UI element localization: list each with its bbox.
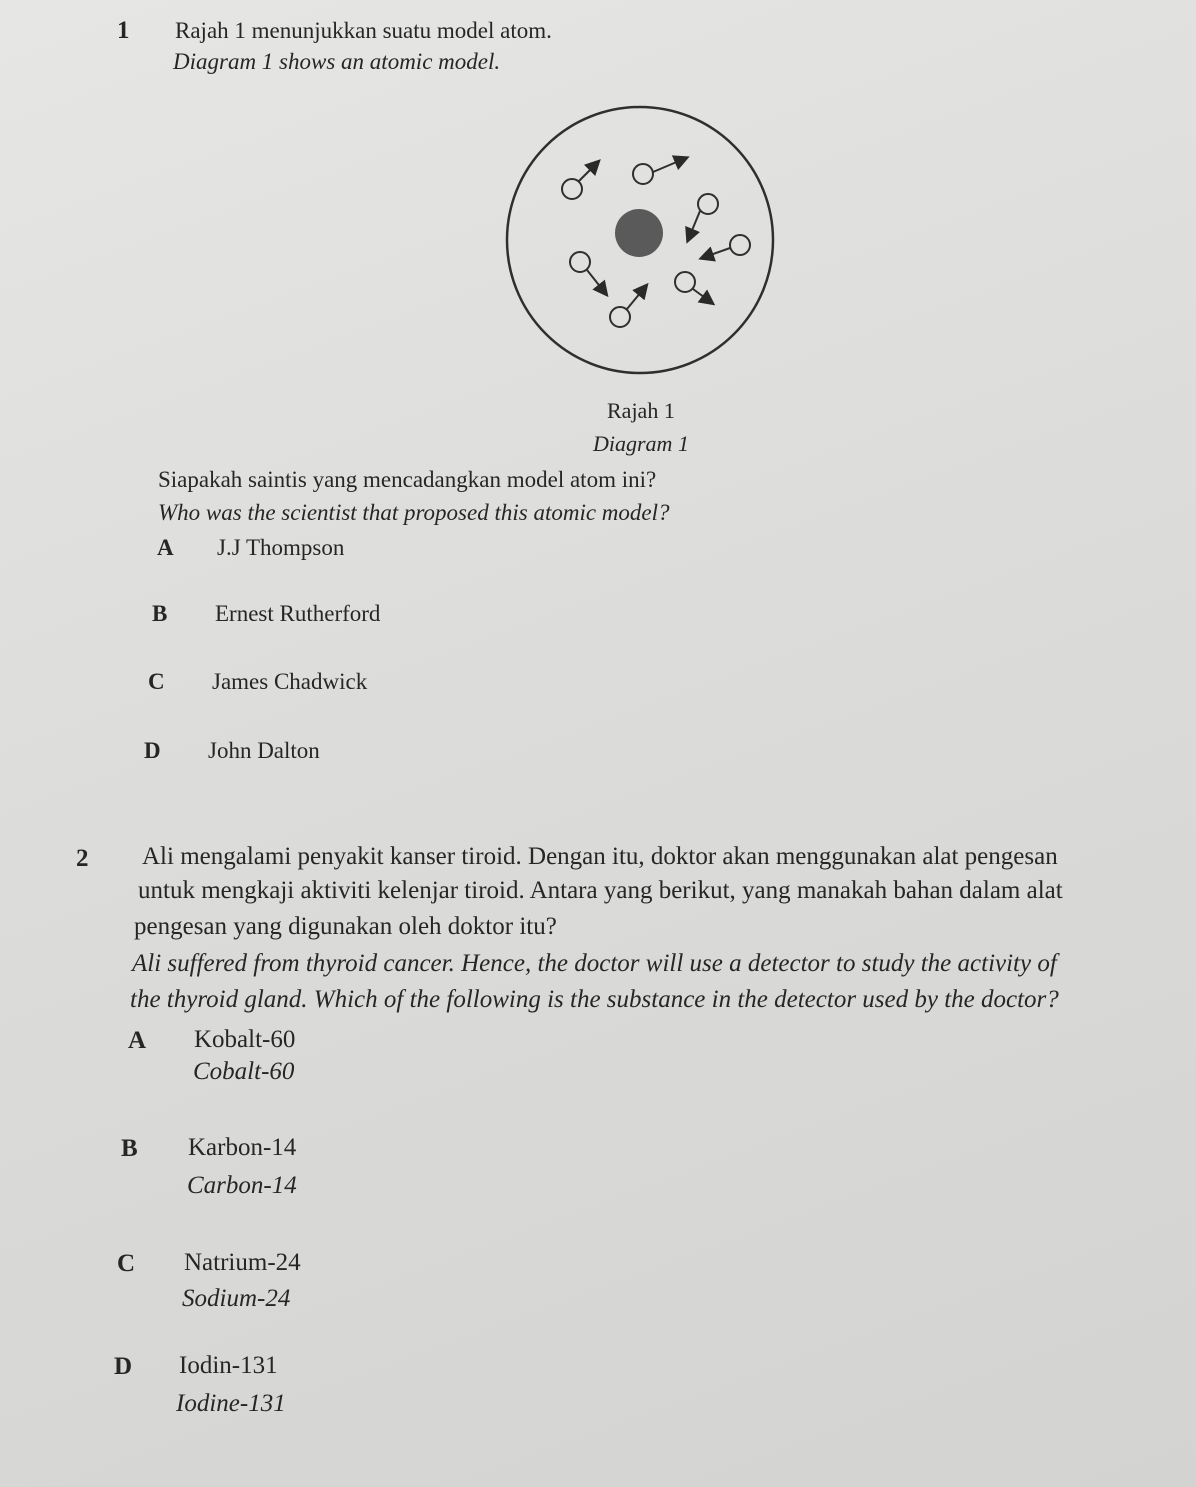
electron — [698, 194, 718, 214]
question-2-line-2-english: the thyroid gland. Which of the following is the substance in the detector used by the doctor? — [130, 986, 1059, 1013]
q2-option-a-text-english: Cobalt-60 — [193, 1058, 295, 1085]
q1-option-a-text: J.J Thompson — [217, 535, 345, 560]
question-2-line-1-malay: Ali mengalami penyakit kanser tiroid. Dengan itu, doktor akan menggunakan alat pengesan — [142, 843, 1058, 870]
q2-option-d-letter: D — [114, 1353, 133, 1380]
q2-option-b-text-malay: Karbon-14 — [188, 1134, 297, 1161]
q2-option-c-letter: C — [117, 1250, 136, 1277]
q2-option-b-letter: B — [121, 1135, 138, 1162]
q2-option-c-text-malay: Natrium-24 — [184, 1249, 301, 1276]
q1-option-b-letter: B — [152, 601, 168, 626]
question-1-prompt-malay: Siapakah saintis yang mencadangkan model atom ini? — [158, 467, 657, 492]
question-2-line-3-malay: pengesan yang digunakan oleh doktor itu? — [134, 913, 557, 940]
q1-option-d-letter: D — [144, 738, 161, 763]
question-1-prompt-english: Who was the scientist that proposed this atomic model? — [158, 500, 670, 525]
electron — [570, 252, 590, 272]
question-2-line-2-malay: untuk mengkaji aktiviti kelenjar tiroid. Antara yang berikut, yang manakah bahan dalam alat — [138, 877, 1063, 904]
q2-option-d-text-malay: Iodin-131 — [179, 1352, 278, 1379]
question-1-stem-malay: Rajah 1 menunjukkan suatu model atom. — [175, 18, 552, 43]
atomic-model-diagram — [496, 100, 786, 390]
diagram-caption-english: Diagram 1 — [593, 431, 689, 456]
nucleus — [615, 209, 663, 257]
q2-option-d-text-english: Iodine-131 — [176, 1390, 286, 1417]
question-1-number: 1 — [117, 17, 130, 44]
electron — [675, 272, 695, 292]
q2-option-c-text-english: Sodium-24 — [182, 1285, 291, 1312]
q1-option-c-text: James Chadwick — [212, 669, 368, 694]
q2-option-a-letter: A — [128, 1027, 147, 1054]
q1-option-d-text: John Dalton — [208, 738, 320, 763]
question-1-stem-english: Diagram 1 shows an atomic model. — [173, 49, 501, 74]
question-2-line-1-english: Ali suffered from thyroid cancer. Hence, the doctor will use a detector to study the activity of — [132, 950, 1057, 977]
diagram-caption-malay: Rajah 1 — [607, 398, 675, 423]
question-2-number: 2 — [76, 845, 89, 872]
q1-option-b-text: Ernest Rutherford — [215, 601, 381, 626]
electron — [633, 164, 653, 184]
q1-option-c-letter: C — [148, 669, 165, 694]
electron — [562, 179, 582, 199]
electron — [730, 235, 750, 255]
q1-option-a-letter: A — [157, 535, 174, 560]
q2-option-a-text-malay: Kobalt-60 — [194, 1026, 296, 1053]
electron — [610, 307, 630, 327]
q2-option-b-text-english: Carbon-14 — [187, 1172, 297, 1199]
